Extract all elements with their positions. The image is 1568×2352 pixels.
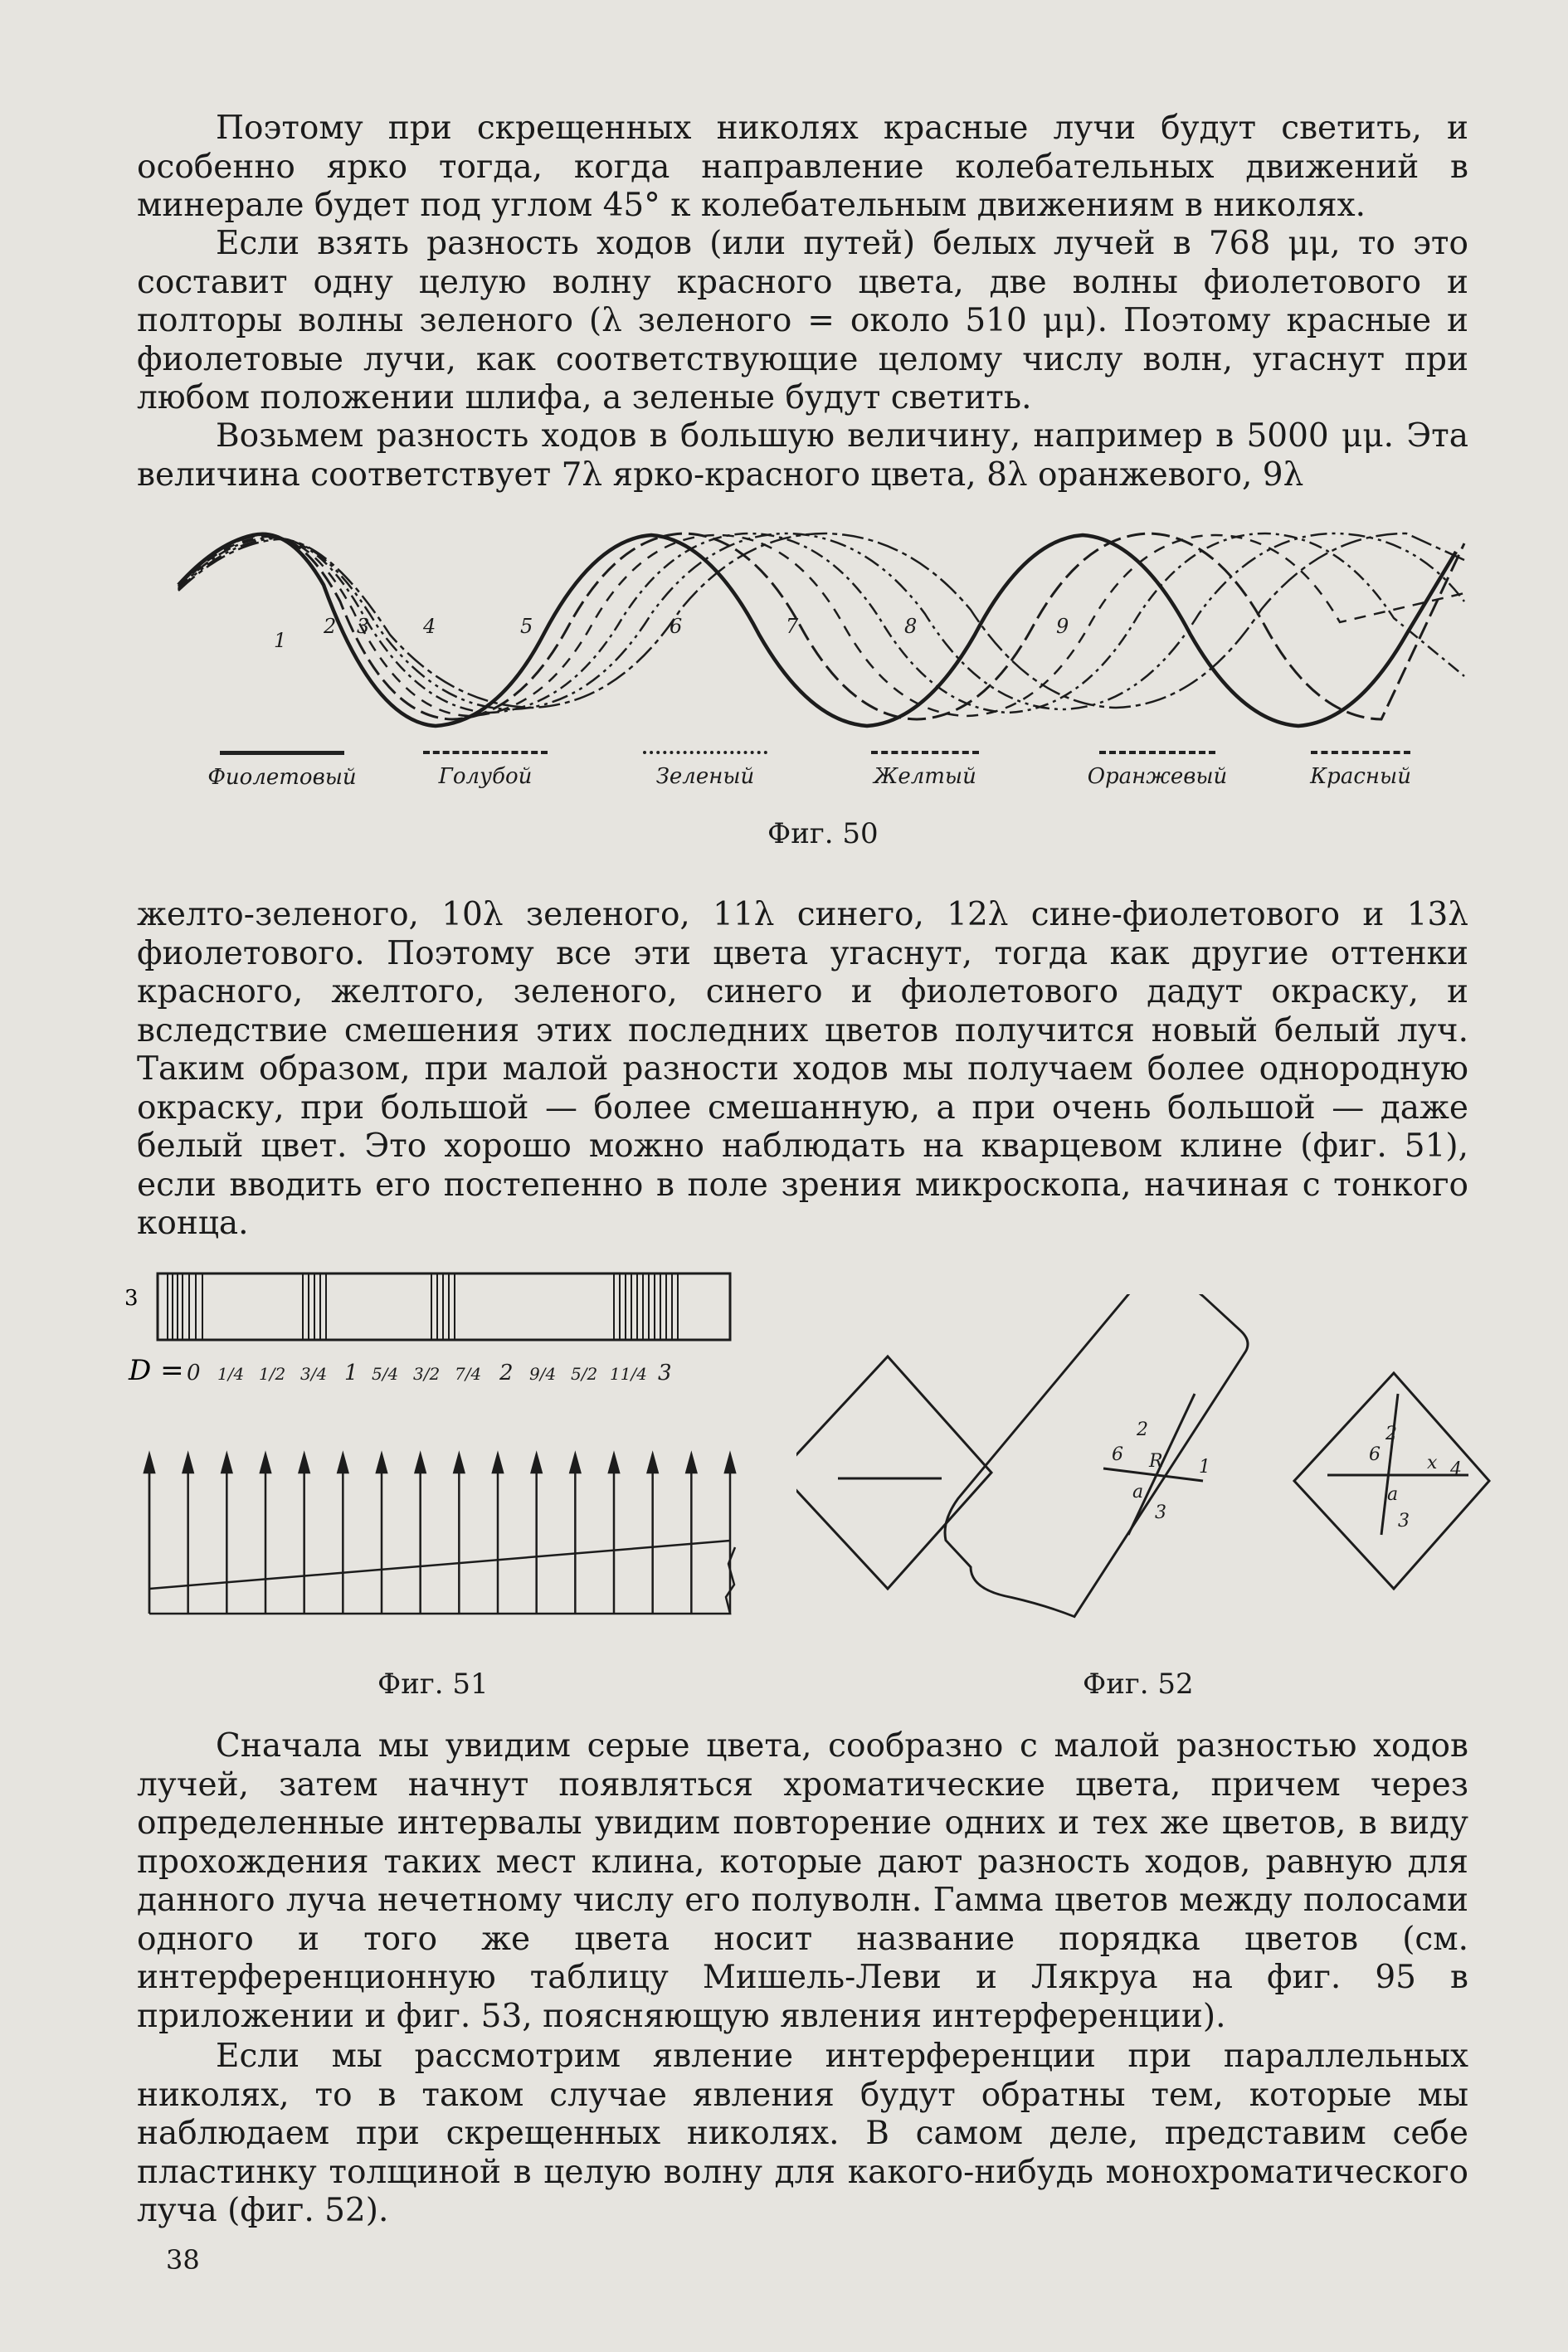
fig51-arrow-head bbox=[299, 1454, 309, 1473]
fig52-r-label-x: x bbox=[1427, 1453, 1438, 1473]
fig52-label-2: 2 bbox=[1137, 1419, 1148, 1440]
fig51-caption: Фиг. 51 bbox=[377, 1668, 489, 1701]
wave-violet bbox=[178, 534, 1456, 726]
legend-yellow bbox=[838, 751, 1012, 789]
fig51-arrow-head bbox=[261, 1454, 270, 1473]
fig51-wedge bbox=[141, 1448, 755, 1647]
legend-violet-line bbox=[220, 751, 344, 755]
legend-red bbox=[1273, 751, 1448, 789]
wave-number-3: 3 bbox=[357, 615, 370, 638]
fig52-diagram bbox=[796, 1294, 1502, 1659]
fig51-arrow-head bbox=[648, 1454, 658, 1473]
legend-yellow-line bbox=[871, 751, 979, 754]
fig51-arrow-head bbox=[493, 1454, 503, 1473]
wave-number-2: 2 bbox=[324, 615, 337, 638]
wave-number-5: 5 bbox=[520, 615, 533, 638]
paragraph-1: Поэтому при скрещенных николях красные лучи будут светить, и особенно ярко тогда, когда направление колебательных движений в минерале будет под углом 45° к колебательным движениям в николях. bbox=[137, 110, 1468, 224]
fig51-arrow-head bbox=[377, 1454, 387, 1473]
fig51-arrows bbox=[144, 1454, 735, 1614]
scale-7-4: 7/4 bbox=[455, 1364, 482, 1384]
wave-number-4: 4 bbox=[423, 615, 436, 638]
fig51-arrow-head bbox=[338, 1454, 348, 1473]
legend-orange bbox=[1070, 751, 1244, 789]
paragraph-6: Если мы рассмотрим явление интерференции при параллельных николях, то в таком случае явления будут обратны тем, которые мы наблюдаем при скрещенных николях. В самом деле, представим себе пластинку толщиной в целую волну для какого-нибудь монохроматического луча (фиг. 52). bbox=[137, 2038, 1468, 2229]
legend-yellow-label: Желтый bbox=[874, 764, 976, 789]
wave-number-6: 6 bbox=[670, 615, 683, 638]
legend-blue-line bbox=[423, 751, 548, 754]
scale-0: 0 bbox=[187, 1361, 201, 1385]
wave-number-9: 9 bbox=[1056, 615, 1069, 638]
fig51-arrow-head bbox=[454, 1454, 464, 1473]
wave-number-1: 1 bbox=[274, 629, 287, 652]
wave-yellow bbox=[178, 533, 1464, 713]
wave-number-8: 8 bbox=[904, 615, 918, 638]
scale-5-4: 5/4 bbox=[372, 1364, 399, 1384]
legend-red-line bbox=[1311, 751, 1410, 754]
scale-2: 2 bbox=[499, 1361, 514, 1385]
legend-green-label: Зеленый bbox=[655, 764, 755, 789]
legend-green bbox=[618, 751, 792, 789]
scale-1-4: 1/4 bbox=[217, 1364, 245, 1384]
fig52-label-1: 1 bbox=[1199, 1457, 1210, 1478]
scale-1-2: 1/2 bbox=[259, 1364, 286, 1384]
fig52-label-3: 3 bbox=[1155, 1502, 1166, 1523]
scale-1: 1 bbox=[344, 1361, 358, 1385]
fig52-r-label-4: 4 bbox=[1450, 1459, 1462, 1480]
fig51-d-label: D = bbox=[129, 1354, 184, 1387]
fig51-arrow-head bbox=[532, 1454, 542, 1473]
fig52-r-label-3: 3 bbox=[1398, 1511, 1410, 1531]
fig51-arrow-head bbox=[686, 1454, 696, 1473]
fig52-r-label-2: 2 bbox=[1385, 1424, 1397, 1444]
wave-green bbox=[178, 535, 1464, 716]
fig52-r-label-6: 6 bbox=[1369, 1444, 1381, 1465]
fig51-arrow-head bbox=[609, 1454, 619, 1473]
legend-blue bbox=[398, 751, 572, 789]
page-number: 38 bbox=[166, 2244, 200, 2276]
fig52-label-a: a bbox=[1132, 1482, 1144, 1502]
legend-orange-label: Оранжевый bbox=[1087, 764, 1228, 789]
scale-11-4: 11/4 bbox=[610, 1364, 647, 1384]
fig51-arrow-head bbox=[725, 1454, 735, 1473]
fig51-side-label: 3 bbox=[124, 1286, 139, 1311]
fig52-label-r: R bbox=[1149, 1451, 1163, 1472]
fig52-label-6: 6 bbox=[1112, 1444, 1123, 1465]
paragraph-2: Если взять разность ходов (или путей) белых лучей в 768 μμ, то это составит одну целую волну красного цвета, две волны фиолетового и полторы волны зеленого (λ зеленого = около 510 μμ). Поэтому красные и фиолетовые лучи, как соответствующие целому числу волн, угаснут при любом положении шлифа, а зеленые будут светить. bbox=[137, 225, 1468, 416]
legend-red-label: Красный bbox=[1310, 764, 1411, 789]
scale-5-2: 5/2 bbox=[571, 1364, 598, 1384]
fig51-arrow-head bbox=[416, 1454, 426, 1473]
legend-blue-label: Голубой bbox=[438, 764, 533, 789]
legend-green-line bbox=[643, 751, 767, 754]
fig50-caption: Фиг. 50 bbox=[767, 817, 879, 850]
scale-9-4: 9/4 bbox=[529, 1364, 557, 1384]
legend-violet-label: Фиолетовый bbox=[207, 765, 357, 790]
paragraph-5: Сначала мы увидим серые цвета, сообразно с малой разностью ходов лучей, затем начнут появляться хроматические цвета, причем через определенные интервалы увидим повторение одних и тех же цветов, в виду прохождения таких мест клина, которые дают разность ходов, равную для данного луча нечетному числу его полуволн. Гамма цветов между полосами одного и того же цвета носит название порядка цветов (см. интерференционную таблицу Мишель-Леви и Лякруа на фиг. 95 в приложении и фиг. 53, поясняющую явления интерференции). bbox=[137, 1727, 1468, 2035]
scale-3: 3 bbox=[658, 1361, 672, 1385]
fig52-r-label-a: a bbox=[1387, 1484, 1399, 1505]
fig51-arrow-head bbox=[144, 1454, 154, 1473]
paragraph-4: желто-зеленого, 10λ зеленого, 11λ синего, 12λ сине-фиолетового и 13λ фиолетового. Поэтому все эти цвета угаснут, тогда как другие оттенки красного, желтого, зеленого, синего и фиолетового дадут окраску, и вследствие смешения этих последних цветов получится новый белый луч. Таким образом, при малой разности ходов мы получаем более однородную окраску, при большой — более смешанную, а при очень большой — даже белый цвет. Это хорошо можно наблюдать на кварцевом клине (фиг. 51), если вводить его постепенно в поле зрения микроскопа, начиная с тонкого конца. bbox=[137, 896, 1468, 1242]
wave-number-7: 7 bbox=[786, 615, 799, 638]
fig50-waves bbox=[162, 510, 1481, 743]
paragraph-3: Возьмем разность ходов в большую величину, например в 5000 μμ. Эта величина соответствует 7λ ярко-красного цвета, 8λ оранжевого, 9λ bbox=[137, 417, 1468, 494]
scale-3-4: 3/4 bbox=[300, 1364, 328, 1384]
legend-violet bbox=[195, 751, 369, 790]
fig51-arrow-head bbox=[570, 1454, 580, 1473]
fig52-caption: Фиг. 52 bbox=[1083, 1668, 1194, 1701]
legend-orange-line bbox=[1099, 751, 1215, 754]
scale-3-2: 3/2 bbox=[413, 1364, 441, 1384]
fig51-arrow-head bbox=[183, 1454, 193, 1473]
fig51-arrow-head bbox=[222, 1454, 231, 1473]
fig51-strip bbox=[124, 1265, 755, 1398]
